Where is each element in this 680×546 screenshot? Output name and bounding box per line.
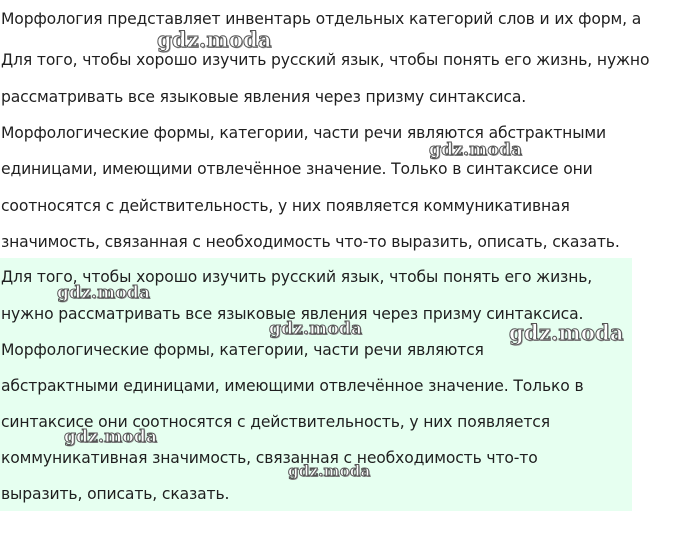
text-line: нужно рассматривать все языковые явления через призму синтаксиса. [1,305,584,323]
text-line: соотносятся с действительность, у них появляется коммуникативная [1,197,570,215]
watermark: gdz.moda [509,320,624,345]
text-line: коммуникативная значимость, связанная с необходимость что-то [1,449,538,467]
text-line: единицами, имеющими отвлечённое значение. Только в синтаксисе они [1,160,593,178]
text-line: рассматривать все языковые явления через призму синтаксиса. [1,88,527,106]
text-line: Для того, чтобы хорошо изучить русский язык, чтобы понять его жизнь, [1,268,593,286]
watermark: gdz.moda [429,140,523,160]
text-line: абстрактными единицами, имеющими отвлечённое значение. Только в [1,377,584,395]
text-line: Морфологические формы, категории, части речи являются абстрактными [1,124,606,142]
text-line: Морфология представляет инвентарь отдельных категорий слов и их форм, а [1,10,642,28]
watermark: gdz.moda [57,283,151,303]
watermark: gdz.moda [157,27,272,52]
text-line: Для того, чтобы хорошо изучить русский язык, чтобы понять его жизнь, нужно [1,51,650,69]
watermark: gdz.moda [64,427,158,447]
text-line: выразить, описать, сказать. [1,485,230,503]
watermark: gdz.moda [288,462,371,480]
text-line: Морфологические формы, категории, части речи являются [1,341,484,359]
watermark: gdz.moda [269,319,363,339]
text-line: синтаксисе они соотносятся с действительность, у них появляется [1,413,550,431]
text-line: значимость, связанная с необходимость что-то выразить, описать, сказать. [1,233,620,251]
